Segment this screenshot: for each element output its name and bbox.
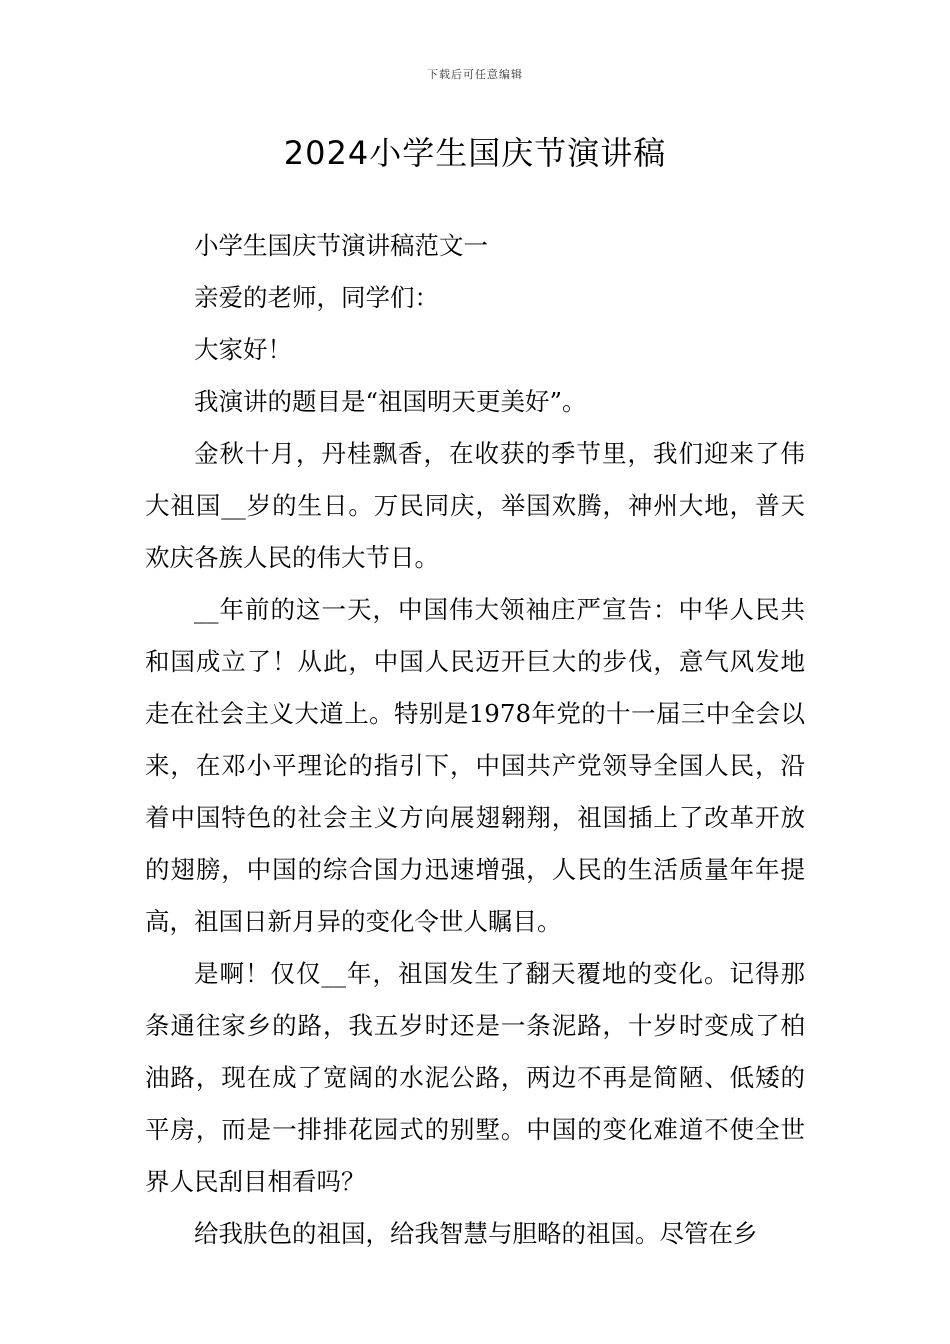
paragraph: __年前的这一天，中国伟大领袖庄严宣告：中华人民共和国成立了！从此，中国人民迈开巨大的步伐，意气风发地走在社会主义大道上。特别是1978年党的十一届三中全会以来，在邓小平理论的指引下，中国共产党领导全国人民，沿着中国特色的社会主义方向展翅翱翔，祖国插上了改革开放的翅膀，中国的综合国力迅速增强，人民的生活质量年年提高，祖国日新月异的变化令世人瞩目。	[145, 595, 805, 936]
paragraph-topic: 我演讲的题目是“祖国明天更美好”。	[194, 387, 587, 416]
paragraph-subtitle: 小学生国庆节演讲稿范文一	[194, 231, 488, 260]
document-body	[145, 220, 805, 1260]
header-note: 下载后可任意编辑	[427, 68, 523, 81]
paragraph-salutation: 亲爱的老师，同学们：	[194, 283, 439, 312]
document-title: 2024小学生国庆节演讲稿	[283, 134, 667, 172]
paragraph: 金秋十月，丹桂飘香，在收获的季节里，我们迎来了伟大祖国__岁的生日。万民同庆，举国欢腾，神州大地，普天欢庆各族人民的伟大节日。	[145, 439, 805, 572]
paragraph: 是啊！仅仅__年，祖国发生了翻天覆地的变化。记得那条通往家乡的路，我五岁时还是一条泥路，十岁时变成了柏油路，现在成了宽阔的水泥公路，两边不再是简陋、低矮的平房，而是一排排花园式的别墅。中国的变化难道不使全世界人民刮目相看吗？	[145, 959, 805, 1196]
paragraph: 给我肤色的祖国，给我智慧与胆略的祖国。尽管在乡	[194, 1219, 758, 1248]
paragraph-greeting: 大家好！	[194, 335, 292, 364]
